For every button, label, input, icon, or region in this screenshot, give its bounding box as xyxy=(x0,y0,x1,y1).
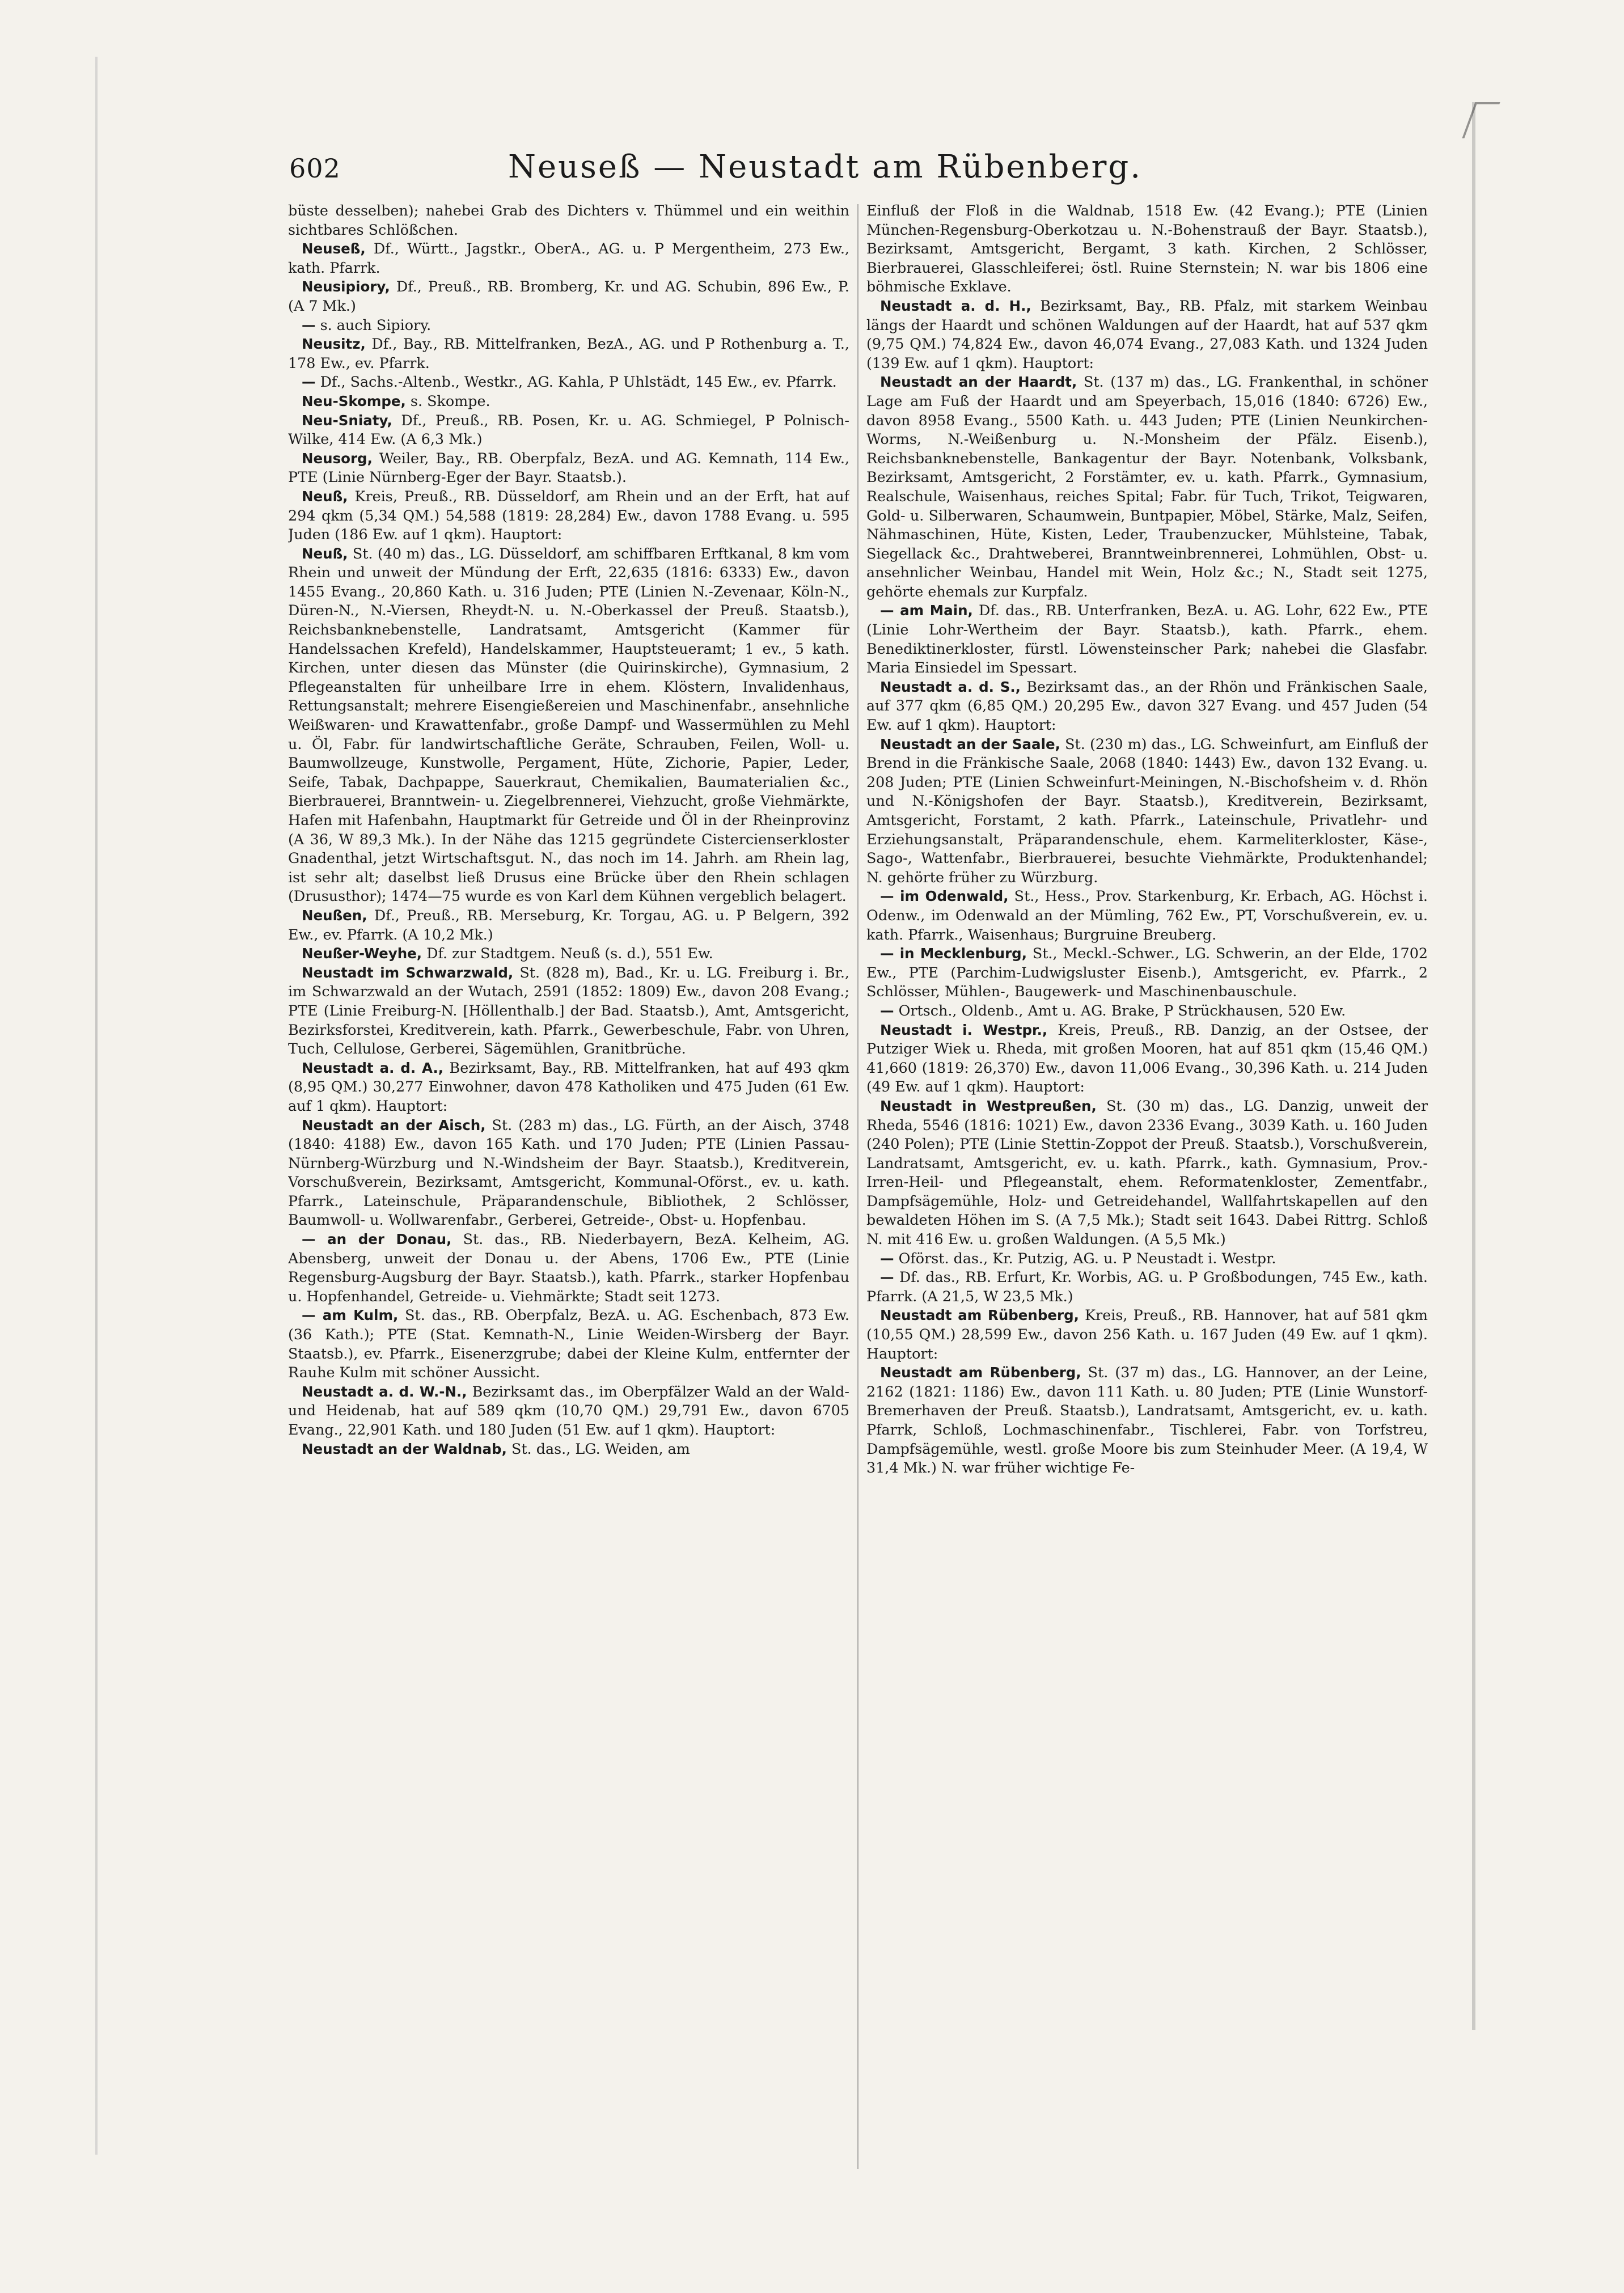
entry-text: Bezirksamt, Bay., RB. Mittelfranken, hat auf 493 qkm (8,95 QM.) 30,277 Einwohner, davon 478 Katholiken und 475 Juden (61 Ew. auf 1 qkm). Hauptort: xyxy=(288,1059,849,1114)
entry-headword: Neußer-Weyhe, xyxy=(302,945,422,962)
dictionary-entry xyxy=(866,1268,1428,1306)
entry-headword: Neustadt a. d. H., xyxy=(880,297,1031,314)
dictionary-entry xyxy=(866,944,1428,1001)
entry-text: St. (40 m) das., LG. Düsseldorf, am schiffbaren Erftkanal, 8 km vom Rhein und unweit der Mündung der Erft, 22,635 (1816: 6333) Ew., davon 1455 Evang., 20,860 Kath. u. 316 Juden; PTE (Linien N.-Zevenaar, Köln-N., Düren-N., N.-Viersen, Rheydt-N. u. N.-Oberkassel der Preuß. Staatsb.), Reichsbanknebenstelle, Landratsamt, Amtsgericht (Kammer für Handelssachen Krefeld), Handelskammer, Hauptsteueramt; 1 ev., 5 kath. Kirchen, unter diesen das Münster (die Quirinskirche), Gymnasium, 2 Pflegeanstalten für unheilbare Irre in ehem. Klöstern, Invalidenhaus, Rettungsanstalt; mehrere Eisengießereien und Maschinenfabr., ansehnliche Weißwaren- und Krawattenfabr., große Dampf- und Wassermühlen zu Mehl u. Öl, Fabr. für landwirtschaftliche Geräte, Schrauben, Feilen, Woll- u. Baumwollzeuge, Kunstwolle, Pergament, Hüte, Zichorie, Papier, Leder, Seife, Tabak, Dachpappe, Sauerkraut, Chemikalien, Baumaterialien &c., Bierbrauerei, Branntwein- u. Ziegelbrennerei, Viehzucht, große Viehmärkte, Hafen mit Hafenbahn, Hauptmarkt für Getreide und Öl in der Rheinprovinz (A 36, W 89,3 Mk.). In der Nähe das 1215 gegründete Cistercienserkloster Gnadenthal, jetzt Wirtschaftsgut. N., das noch im 14. Jahrh. am Rhein lag, ist sehr alt; daselbst ließ Drusus eine Brücke über den Rhein schlagen (Drususthor); 1474—75 wurde es von Karl dem Kühnen vergeblich belagert. xyxy=(288,544,849,905)
entry-text: Df., Sachs.-Altenb., Westkr., AG. Kahla, P Uhlstädt, 145 Ew., ev. Pfarrk. xyxy=(315,373,837,391)
entry-text: Df., Preuß., RB. Posen, Kr. u. AG. Schmiegel, P Polnisch-Wilke, 414 Ew. (A 6,3 Mk.) xyxy=(288,411,849,448)
entry-headword: Neu-Skompe, xyxy=(302,392,406,409)
entry-headword: — xyxy=(880,1269,894,1286)
dictionary-entry xyxy=(288,1382,849,1440)
entry-headword: — xyxy=(302,316,316,333)
entry-headword: — im Odenwald, xyxy=(880,888,1009,905)
entry-text: St. das., RB. Oberpfalz, BezA. u. AG. Eschenbach, 873 Ew. (36 Kath.); PTE (Stat. Kemnath-N., Linie Weiden-Wirsberg der Bayr. Staatsb.), ev. Pfarrk., Eisenerzgrube; dabei der Kleine Kulm, entfernter der Rauhe Kulm mit schöner Aussicht. xyxy=(288,1306,849,1381)
entry-headword: — xyxy=(880,1250,894,1267)
dictionary-entry xyxy=(288,335,849,373)
entry-headword: Neustadt a. d. A., xyxy=(302,1059,444,1076)
page-number: 602 xyxy=(289,153,341,184)
dictionary-entry xyxy=(288,906,849,944)
dictionary-entry xyxy=(288,963,849,1059)
entry-headword: Neustadt am Rübenberg, xyxy=(880,1307,1079,1324)
entry-headword: — in Mecklenburg, xyxy=(880,945,1027,962)
dictionary-entry xyxy=(866,297,1428,373)
dictionary-entry xyxy=(288,239,849,277)
dictionary-entry xyxy=(866,735,1428,887)
entry-headword: Neustadt a. d. S., xyxy=(880,678,1021,695)
entry-headword: Neustadt an der Waldnab, xyxy=(302,1440,507,1457)
entry-text: Df., Preuß., RB. Bromberg, Kr. und AG. Schubin, 896 Ew., P. (A 7 Mk.) xyxy=(288,278,849,314)
entry-headword: — xyxy=(880,1002,894,1019)
entry-text: s. Skompe. xyxy=(405,392,490,409)
entry-headword: Neustadt an der Aisch, xyxy=(302,1116,486,1133)
dictionary-entry xyxy=(288,316,849,335)
entry-text: Bezirksamt das., im Oberpfälzer Wald an der Wald- und Heidenab, hat auf 589 qkm (10,70 QM.) 29,791 Ew., davon 6705 Evang., 22,901 Kath. und 180 Juden (51 Ew. auf 1 qkm). Hauptort: xyxy=(288,1382,849,1438)
entry-headword: Neusorg, xyxy=(302,450,373,467)
dictionary-entry xyxy=(288,373,849,392)
dictionary-entry xyxy=(866,1306,1428,1363)
entry-text: s. auch Sipiory. xyxy=(315,316,432,333)
entry-text: Weiler, Bay., RB. Oberpfalz, BezA. und AG. Kemnath, 114 Ew., PTE (Linie Nürnberg-Eger der Bayr. Staatsb.). xyxy=(288,449,849,486)
entry-text: Oförst. das., Kr. Putzig, AG. u. P Neustadt i. Westpr. xyxy=(894,1249,1276,1267)
entry-headword: Neuß, xyxy=(302,488,348,505)
dictionary-entry xyxy=(288,449,849,487)
entry-headword: Neustadt im Schwarzwald, xyxy=(302,964,514,981)
entry-text: Df., Bay., RB. Mittelfranken, BezA., AG. und P Rothenburg a. T., 178 Ew., ev. Pfarrk. xyxy=(288,335,849,371)
entry-headword: Neustadt an der Saale, xyxy=(880,735,1060,752)
dictionary-entry xyxy=(288,1306,849,1382)
dictionary-entry xyxy=(866,887,1428,944)
dictionary-entry xyxy=(288,544,849,906)
entry-headword: — an der Donau, xyxy=(302,1231,452,1248)
page-edge-right xyxy=(1472,102,1475,2030)
dictionary-entry xyxy=(866,201,1428,297)
dictionary-entry xyxy=(288,1059,849,1116)
dictionary-entry xyxy=(288,1440,849,1459)
page-header xyxy=(289,149,1361,194)
entry-text: St. (37 m) das., LG. Hannover, an der Leine, 2162 (1821: 1186) Ew., davon 111 Kath. u. 80 Juden; PTE (Linie Wunstorf-Bremerhaven der Preuß. Staatsb.), Landratsamt, Amtsgericht, ev. u. kath. Pfarrk, Schloß, Lochmaschinenfabr., Tischlerei, Fabr. von Torfstreu, Dampfsägemühle, westl. große Moore bis zum Steinhuder Meer. (A 19,4, W 31,4 Mk.) N. war früher wichtige Fe- xyxy=(866,1364,1428,1477)
entry-headword: — am Main, xyxy=(880,602,973,619)
entry-text: St. das., RB. Niederbayern, BezA. Kelheim, AG. Abensberg, unweit der Donau u. der Abens, 1706 Ew., PTE (Linie Regensburg-Augsburg der Bayr. Staatsb.), kath. Pfarrk., starker Hopfenbau u. Hopfenhandel, Getreide- u. Viehmärkte; Stadt seit 1273. xyxy=(288,1230,849,1305)
entry-text: St. das., LG. Weiden, am xyxy=(506,1440,690,1457)
entry-text: St., Meckl.-Schwer., LG. Schwerin, an der Elde, 1702 Ew., PTE (Parchim-Ludwigsluster Eisenb.), Amtsgericht, ev. Pfarrk., 2 Schlösser, Mühlen-, Baugewerk- und Maschinenbauschule. xyxy=(866,945,1428,1000)
dictionary-entry xyxy=(866,678,1428,735)
dictionary-entry xyxy=(866,1363,1428,1478)
dictionary-entry xyxy=(288,201,849,239)
entry-headword: Neustadt an der Haardt, xyxy=(880,374,1077,391)
entry-text: Kreis, Preuß., RB. Düsseldorf, am Rhein und an der Erft, hat auf 294 qkm (5,34 QM.) 54,588 (1819: 28,284) Ew., davon 1788 Evang. u. 595 Juden (186 Ew. auf 1 qkm). Hauptort: xyxy=(288,487,849,543)
entry-text: Df., Preuß., RB. Merseburg, Kr. Torgau, AG. u. P Belgern, 392 Ew., ev. Pfarrk. (A 10,2 Mk.) xyxy=(288,906,849,943)
entry-headword: Neusipiory, xyxy=(302,278,390,295)
running-title: Neuseß — Neustadt am Rübenberg. xyxy=(508,149,1143,185)
entry-text: St. (137 m) das., LG. Frankenthal, in schöner Lage am Fuß der Haardt und am Speyerbach, 15,016 (1840: 6726) Ew., davon 8958 Evang., 5500 Kath. u. 443 Juden; PTE (Linien Neunkirchen-Worms, N.-Weißenburg u. N.-Monsheim der Pfälz. Eisenb.), Reichsbanknebenstelle, Bankagentur der Bayr. Notenbank, Volksbank, Bezirksamt, Amtsgericht, 2 Forstämter, ev. u. kath. Pfarrk., Gymnasium, Realschule, Waisenhaus, reiches Spital; Fabr. für Tuch, Trikot, Teigwaren, Gold- u. Silberwaren, Schaumwein, Buntpapier, Möbel, Stärke, Malz, Seifen, Nähmaschinen, Hüte, Kisten, Leder, Traubenzucker, Mühlsteine, Tabak, Siegellack &c., Drahtweberei, Branntweinbrennerei, Lohmühlen, Obst- u. ansehnlicher Weinbau, Handel mit Wein, Holz &c.; N., Stadt seit 1275, gehörte ehemals zur Kurpfalz. xyxy=(866,373,1428,600)
dictionary-entry xyxy=(866,1097,1428,1249)
dictionary-entry xyxy=(288,1116,849,1230)
column-divider xyxy=(857,204,858,2169)
entry-text: St. (230 m) das., LG. Schweinfurt, am Einfluß der Brend in die Fränkische Saale, 2068 (1840: 1443) Ew., davon 132 Evang. u. 208 Juden; PTE (Linien Schweinfurt-Meiningen, N.-Bischofsheim v. d. Rhön und N.-Königshofen der Bayr. Staatsb.), Kreditverein, Bezirksamt, Amtsgericht, Forstamt, 2 kath. Pfarrk., Lateinschule, Privatlehr- und Erziehungsanstalt, Präparandenschule, ehem. Karmeliterkloster, Käse-, Sago-, Wattenfabr., Bierbrauerei, besuchte Viehmärkte, Produktenhandel; N. gehörte früher zu Würzburg. xyxy=(866,735,1428,886)
entry-headword: Neusitz, xyxy=(302,336,366,353)
entry-headword: Neustadt in Westpreußen, xyxy=(880,1097,1097,1114)
dictionary-entry xyxy=(866,1021,1428,1097)
entry-text: St. (30 m) das., LG. Danzig, unweit der Rheda, 5546 (1816: 1021) Ew., davon 2336 Evang., 3039 Kath. u. 160 Juden (240 Polen); PTE (Linie Stettin-Zoppot der Preuß. Staatsb.), Vorschußverein, Landratsamt, Amtsgericht, ev. u. kath. Pfarrk., kath. Gymnasium, Prov.-Irren-Heil- und Pflegeanstalt, ehem. Reformatenkloster, Zementfabr., Dampfsägemühle, Holz- und Getreidehandel, Wallfahrtskapellen auf den bewaldeten Höhen im S. (A 7,5 Mk.); Stadt seit 1643. Dabei Rittrg. Schloß N. mit 416 Ew. u. großen Waldungen. (A 5,5 Mk.) xyxy=(866,1097,1428,1248)
left-column xyxy=(288,201,849,2186)
entry-headword: Neuß, xyxy=(302,545,348,562)
dictionary-entry xyxy=(288,1230,849,1306)
entry-text: St. (828 m), Bad., Kr. u. LG. Freiburg i. Br., im Schwarzwald an der Wutach, 2591 (1852: 1809) Ew., davon 208 Evang.; PTE (Linie Freiburg-N. [Höllenthalb.] der Bad. Staatsb.), Amt, Amtsgericht, Bezirksforstei, Kreditverein, kath. Pfarrk., Gewerbeschule, Fabr. von Uhren, Tuch, Cellulose, Gerberei, Sägemühlen, Granitbrüche. xyxy=(288,963,849,1057)
entry-text: Einfluß der Floß in die Waldnab, 1518 Ew. (42 Evang.); PTE (Linien München-Regensburg-Oberkotzau u. N.-Bohenstrauß der Bayr. Staatsb.), Bezirksamt, Amtsgericht, Bergamt, 3 kath. Kirchen, 2 Schlösser, Bierbrauerei, Glasschleiferei; östl. Ruine Sternstein; N. war bis 1806 eine böhmische Exklave. xyxy=(866,202,1428,295)
dictionary-entry xyxy=(288,487,849,544)
entry-text: büste desselben); nahebei Grab des Dichters v. Thümmel und ein weithin sichtbares Schlößchen. xyxy=(288,202,849,238)
dictionary-entry xyxy=(866,373,1428,601)
right-column xyxy=(866,201,1428,2186)
entry-text: Bezirksamt das., an der Rhön und Fränkischen Saale, auf 377 qkm (6,85 QM.) 20,295 Ew., davon 327 Evang. und 457 Juden (54 Ew. auf 1 qkm). Hauptort: xyxy=(866,678,1428,734)
entry-text: Df. das., RB. Unterfranken, BezA. u. AG. Lohr, 622 Ew., PTE (Linie Lohr-Wertheim der Bayr. Staatsb.), kath. Pfarrk., ehem. Benediktinerkloster, fürstl. Löwensteinscher Park; nahebei die Glasfabr. Maria Einsiedel im Spessart. xyxy=(866,602,1428,676)
entry-headword: Neu-Sniaty, xyxy=(302,412,392,429)
entry-text: St. (283 m) das., LG. Fürth, an der Aisch, 3748 (1840: 4188) Ew., davon 165 Kath. und 170 Juden; PTE (Linien Passau-Nürnberg-Würzburg und N.-Windsheim der Bayr. Staatsb.), Kreditverein, Vorschußverein, Bezirksamt, Amtsgericht, Kommunal-Oförst., ev. u. kath. Pfarrk., Lateinschule, Präparandenschule, Bibliothek, 2 Schlösser, Baumwoll- u. Wollwarenfabr., Gerberei, Getreide-, Obst- u. Hopfenbau. xyxy=(288,1116,849,1229)
dictionary-entry xyxy=(288,392,849,411)
entry-headword: — am Kulm, xyxy=(302,1307,399,1324)
entry-text: St., Hess., Prov. Starkenburg, Kr. Erbach, AG. Höchst i. Odenw., im Odenwald an der Mümling, 762 Ew., PT, Vorschußverein, ev. u. kath. Pfarrk., Waisenhaus; Burgruine Breuberg. xyxy=(866,887,1428,943)
entry-text: Df., Württ., Jagstkr., OberA., AG. u. P Mergentheim, 273 Ew., kath. Pfarrk. xyxy=(288,240,849,276)
dictionary-entry xyxy=(866,1249,1428,1268)
entry-text: Ortsch., Oldenb., Amt u. AG. Brake, P Strückhausen, 520 Ew. xyxy=(894,1001,1346,1019)
dictionary-entry xyxy=(288,277,849,315)
dictionary-entry xyxy=(866,1001,1428,1021)
entry-text: Kreis, Preuß., RB. Hannover, hat auf 581 qkm (10,55 QM.) 28,599 Ew., davon 256 Kath. u. 167 Juden (49 Ew. auf 1 qkm). Hauptort: xyxy=(866,1306,1428,1362)
entry-text: Kreis, Preuß., RB. Danzig, an der Ostsee, der Putziger Wiek u. Rheda, mit großen Mooren, hat auf 851 qkm (15,46 QM.) 41,660 (1819: 26,370) Ew., davon 11,006 Evang., 30,396 Kath. u. 214 Juden (49 Ew. auf 1 qkm). Hauptort: xyxy=(866,1021,1428,1095)
entry-text: Df. das., RB. Erfurt, Kr. Worbis, AG. u. P Großbodungen, 745 Ew., kath. Pfarrk. (A 21,5, W 23,5 Mk.) xyxy=(866,1268,1428,1305)
entry-headword: Neußen, xyxy=(302,907,367,924)
page-corner-mark xyxy=(1462,102,1500,138)
entry-headword: Neustadt i. Westpr., xyxy=(880,1021,1048,1038)
entry-headword: Neuseß, xyxy=(302,240,366,257)
dictionary-entry xyxy=(288,411,849,449)
entry-text: Bezirksamt, Bay., RB. Pfalz, mit starkem Weinbau längs der Haardt und schönen Waldungen auf der Haardt, hat auf 537 qkm (9,75 QM.) 74,824 Ew., davon 46,074 Evang., 27,083 Kath. und 1324 Juden (139 Ew. auf 1 qkm). Hauptort: xyxy=(866,297,1428,371)
dictionary-entry xyxy=(288,944,849,963)
entry-text: Df. zur Stadtgem. Neuß (s. d.), 551 Ew. xyxy=(422,945,713,962)
page-edge-left xyxy=(95,57,98,2155)
entry-headword: Neustadt am Rübenberg, xyxy=(880,1364,1081,1381)
dictionary-entry xyxy=(866,601,1428,677)
entry-headword: Neustadt a. d. W.-N., xyxy=(302,1383,467,1400)
entry-headword: — xyxy=(302,374,316,391)
